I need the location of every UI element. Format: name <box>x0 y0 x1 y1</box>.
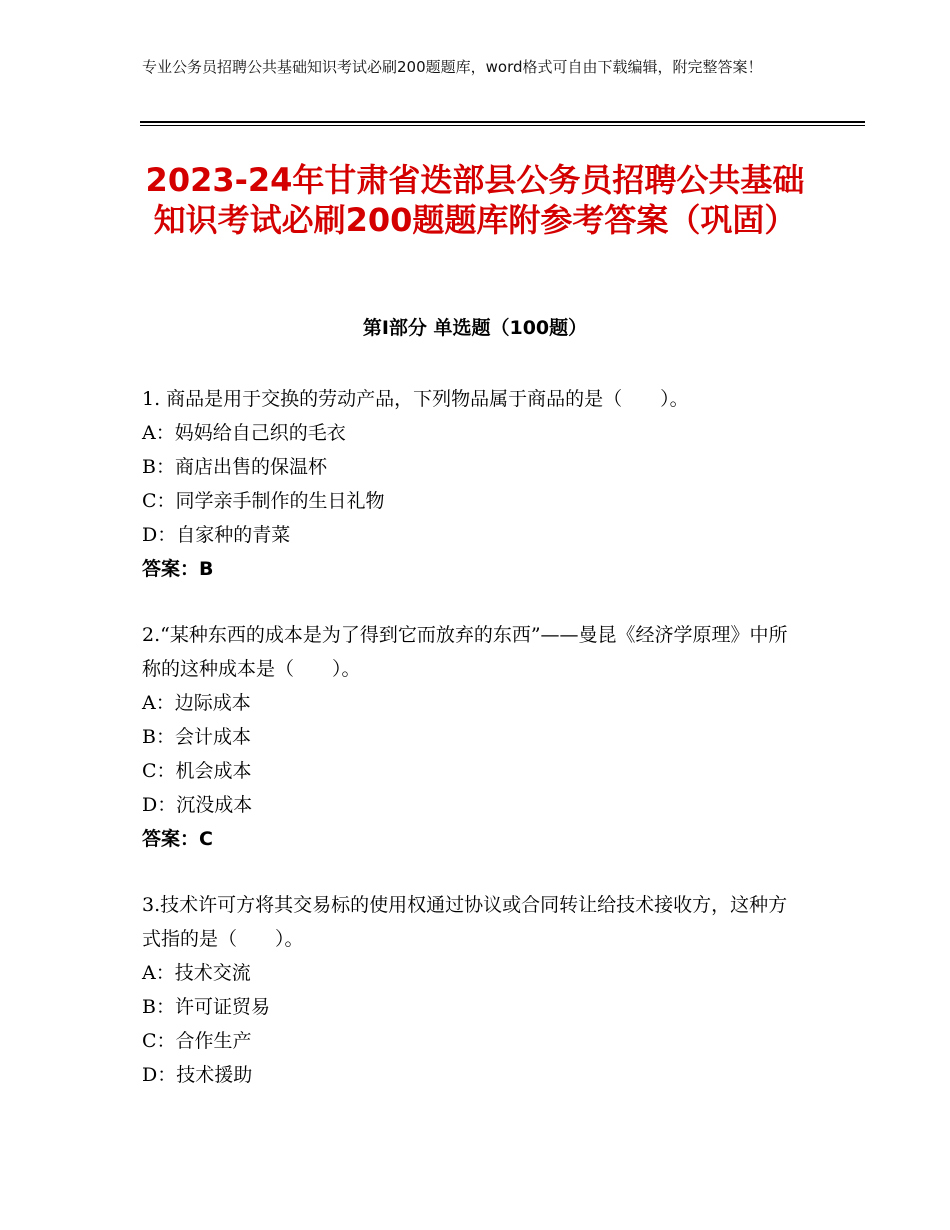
header-rule-thick <box>140 121 865 123</box>
option-b: B：会计成本 <box>142 726 251 748</box>
header-rule-thin <box>140 125 865 126</box>
answer: 答案：B <box>142 558 214 580</box>
option-d: D：技术援助 <box>142 1064 253 1086</box>
option-c: C：机会成本 <box>142 760 252 782</box>
section-title: 第Ⅰ部分 单选题（100题） <box>362 317 588 339</box>
question-3 <box>142 888 802 1092</box>
question-2 <box>142 618 802 856</box>
question-text: 1. 商品是用于交换的劳动产品，下列物品属于商品的是（ ）。 <box>142 388 689 410</box>
option-d: D：自家种的青菜 <box>142 524 291 546</box>
option-c: C：同学亲手制作的生日礼物 <box>142 490 385 512</box>
option-a: A：技术交流 <box>142 962 251 984</box>
question-text: 3.技术许可方将其交易标的使用权通过协议或合同转让给技术接收方，这种方式指的是（ ）。 <box>142 894 788 950</box>
question-list <box>142 382 802 1124</box>
answer: 答案：C <box>142 828 213 850</box>
option-a: A：妈妈给自己织的毛衣 <box>142 422 346 444</box>
header-note: 专业公务员招聘公共基础知识考试必刷200题题库，word格式可自由下载编辑，附完整答案！ <box>142 58 763 76</box>
option-b: B：商店出售的保温杯 <box>142 456 327 478</box>
question-1 <box>142 382 802 586</box>
option-a: A：边际成本 <box>142 692 251 714</box>
option-c: C：合作生产 <box>142 1030 252 1052</box>
question-text: 2.“某种东西的成本是为了得到它而放弃的东西”——曼昆《经济学原理》中所称的这种成本是（ ）。 <box>142 624 788 680</box>
document-title: 2023-24年甘肃省迭部县公务员招聘公共基础知识考试必刷200题题库附参考答案（巩固） <box>145 161 805 239</box>
option-b: B：许可证贸易 <box>142 996 270 1018</box>
option-d: D：沉没成本 <box>142 794 253 816</box>
